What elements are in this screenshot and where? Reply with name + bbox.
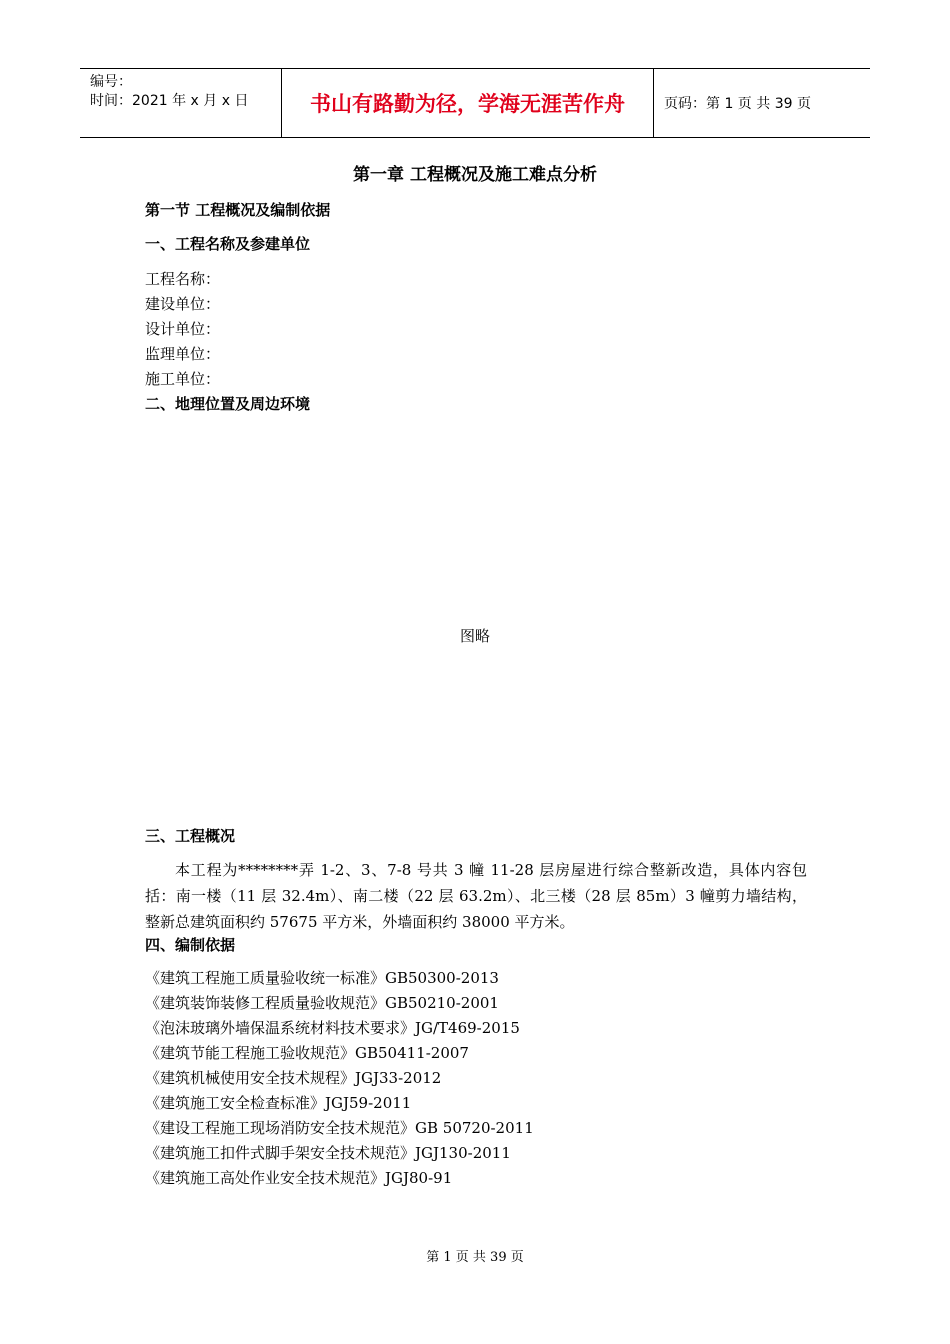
field-supervisor: 监理单位： xyxy=(145,345,221,363)
field-owner: 建设单位： xyxy=(145,295,221,313)
header-meta xyxy=(80,69,281,137)
header-page-info: 页码：第 1 页 共 39 页 xyxy=(664,96,811,112)
part1-heading: 一、工程名称及参建单位 xyxy=(145,235,311,253)
reference-item: 《建筑节能工程施工验收规范》GB50411-2007 xyxy=(145,1044,469,1062)
reference-item: 《建设工程施工现场消防安全技术规范》GB 50720-2011 xyxy=(145,1119,534,1137)
part2-heading: 二、地理位置及周边环境 xyxy=(145,395,311,413)
document-header xyxy=(80,68,870,138)
field-project-name: 工程名称： xyxy=(145,270,221,288)
project-overview-paragraph: 本工程为********弄 1-2、3、7-8 号共 3 幢 11-28 层房屋进行综合整新改造，具体内容包括：南一楼（11 层 32.4m）、南二楼（22 层 63.2m）、北三楼（28 层 85m）3 幢剪力墙结构，整新总建筑面积约 57675 平方米，外墙面积约 38000 平方米。 xyxy=(145,861,807,931)
time-label: 时间：2021 年 x 月 x 日 xyxy=(90,93,249,109)
figure-placeholder: 图略 xyxy=(459,627,490,645)
reference-item: 《建筑施工安全检查标准》JGJ59-2011 xyxy=(145,1094,412,1112)
reference-item: 《泡沫玻璃外墙保温系统材料技术要求》JG/T469-2015 xyxy=(145,1019,520,1037)
part4-heading: 四、编制依据 xyxy=(145,936,236,954)
section-title: 第一节 工程概况及编制依据 xyxy=(145,201,331,219)
header-motto: 书山有路勤为径，学海无涯苦作舟 xyxy=(281,69,654,137)
reference-item: 《建筑工程施工质量验收统一标准》GB50300-2013 xyxy=(145,969,499,987)
field-contractor: 施工单位： xyxy=(145,370,221,388)
reference-list xyxy=(145,966,534,1191)
number-label: 编号： xyxy=(90,74,132,90)
field-designer: 设计单位： xyxy=(145,320,221,338)
reference-item: 《建筑施工扣件式脚手架安全技术规范》JGJ130-2011 xyxy=(145,1144,511,1162)
reference-item: 《建筑装饰装修工程质量验收规范》GB50210-2001 xyxy=(145,994,499,1012)
reference-item: 《建筑施工高处作业安全技术规范》JGJ80-91 xyxy=(145,1169,453,1187)
reference-item: 《建筑机械使用安全技术规程》JGJ33-2012 xyxy=(145,1069,442,1087)
part3-heading: 三、工程概况 xyxy=(145,827,236,845)
page-footer: 第 1 页 共 39 页 xyxy=(426,1250,524,1265)
chapter-title: 第一章 工程概况及施工难点分析 xyxy=(353,165,597,185)
